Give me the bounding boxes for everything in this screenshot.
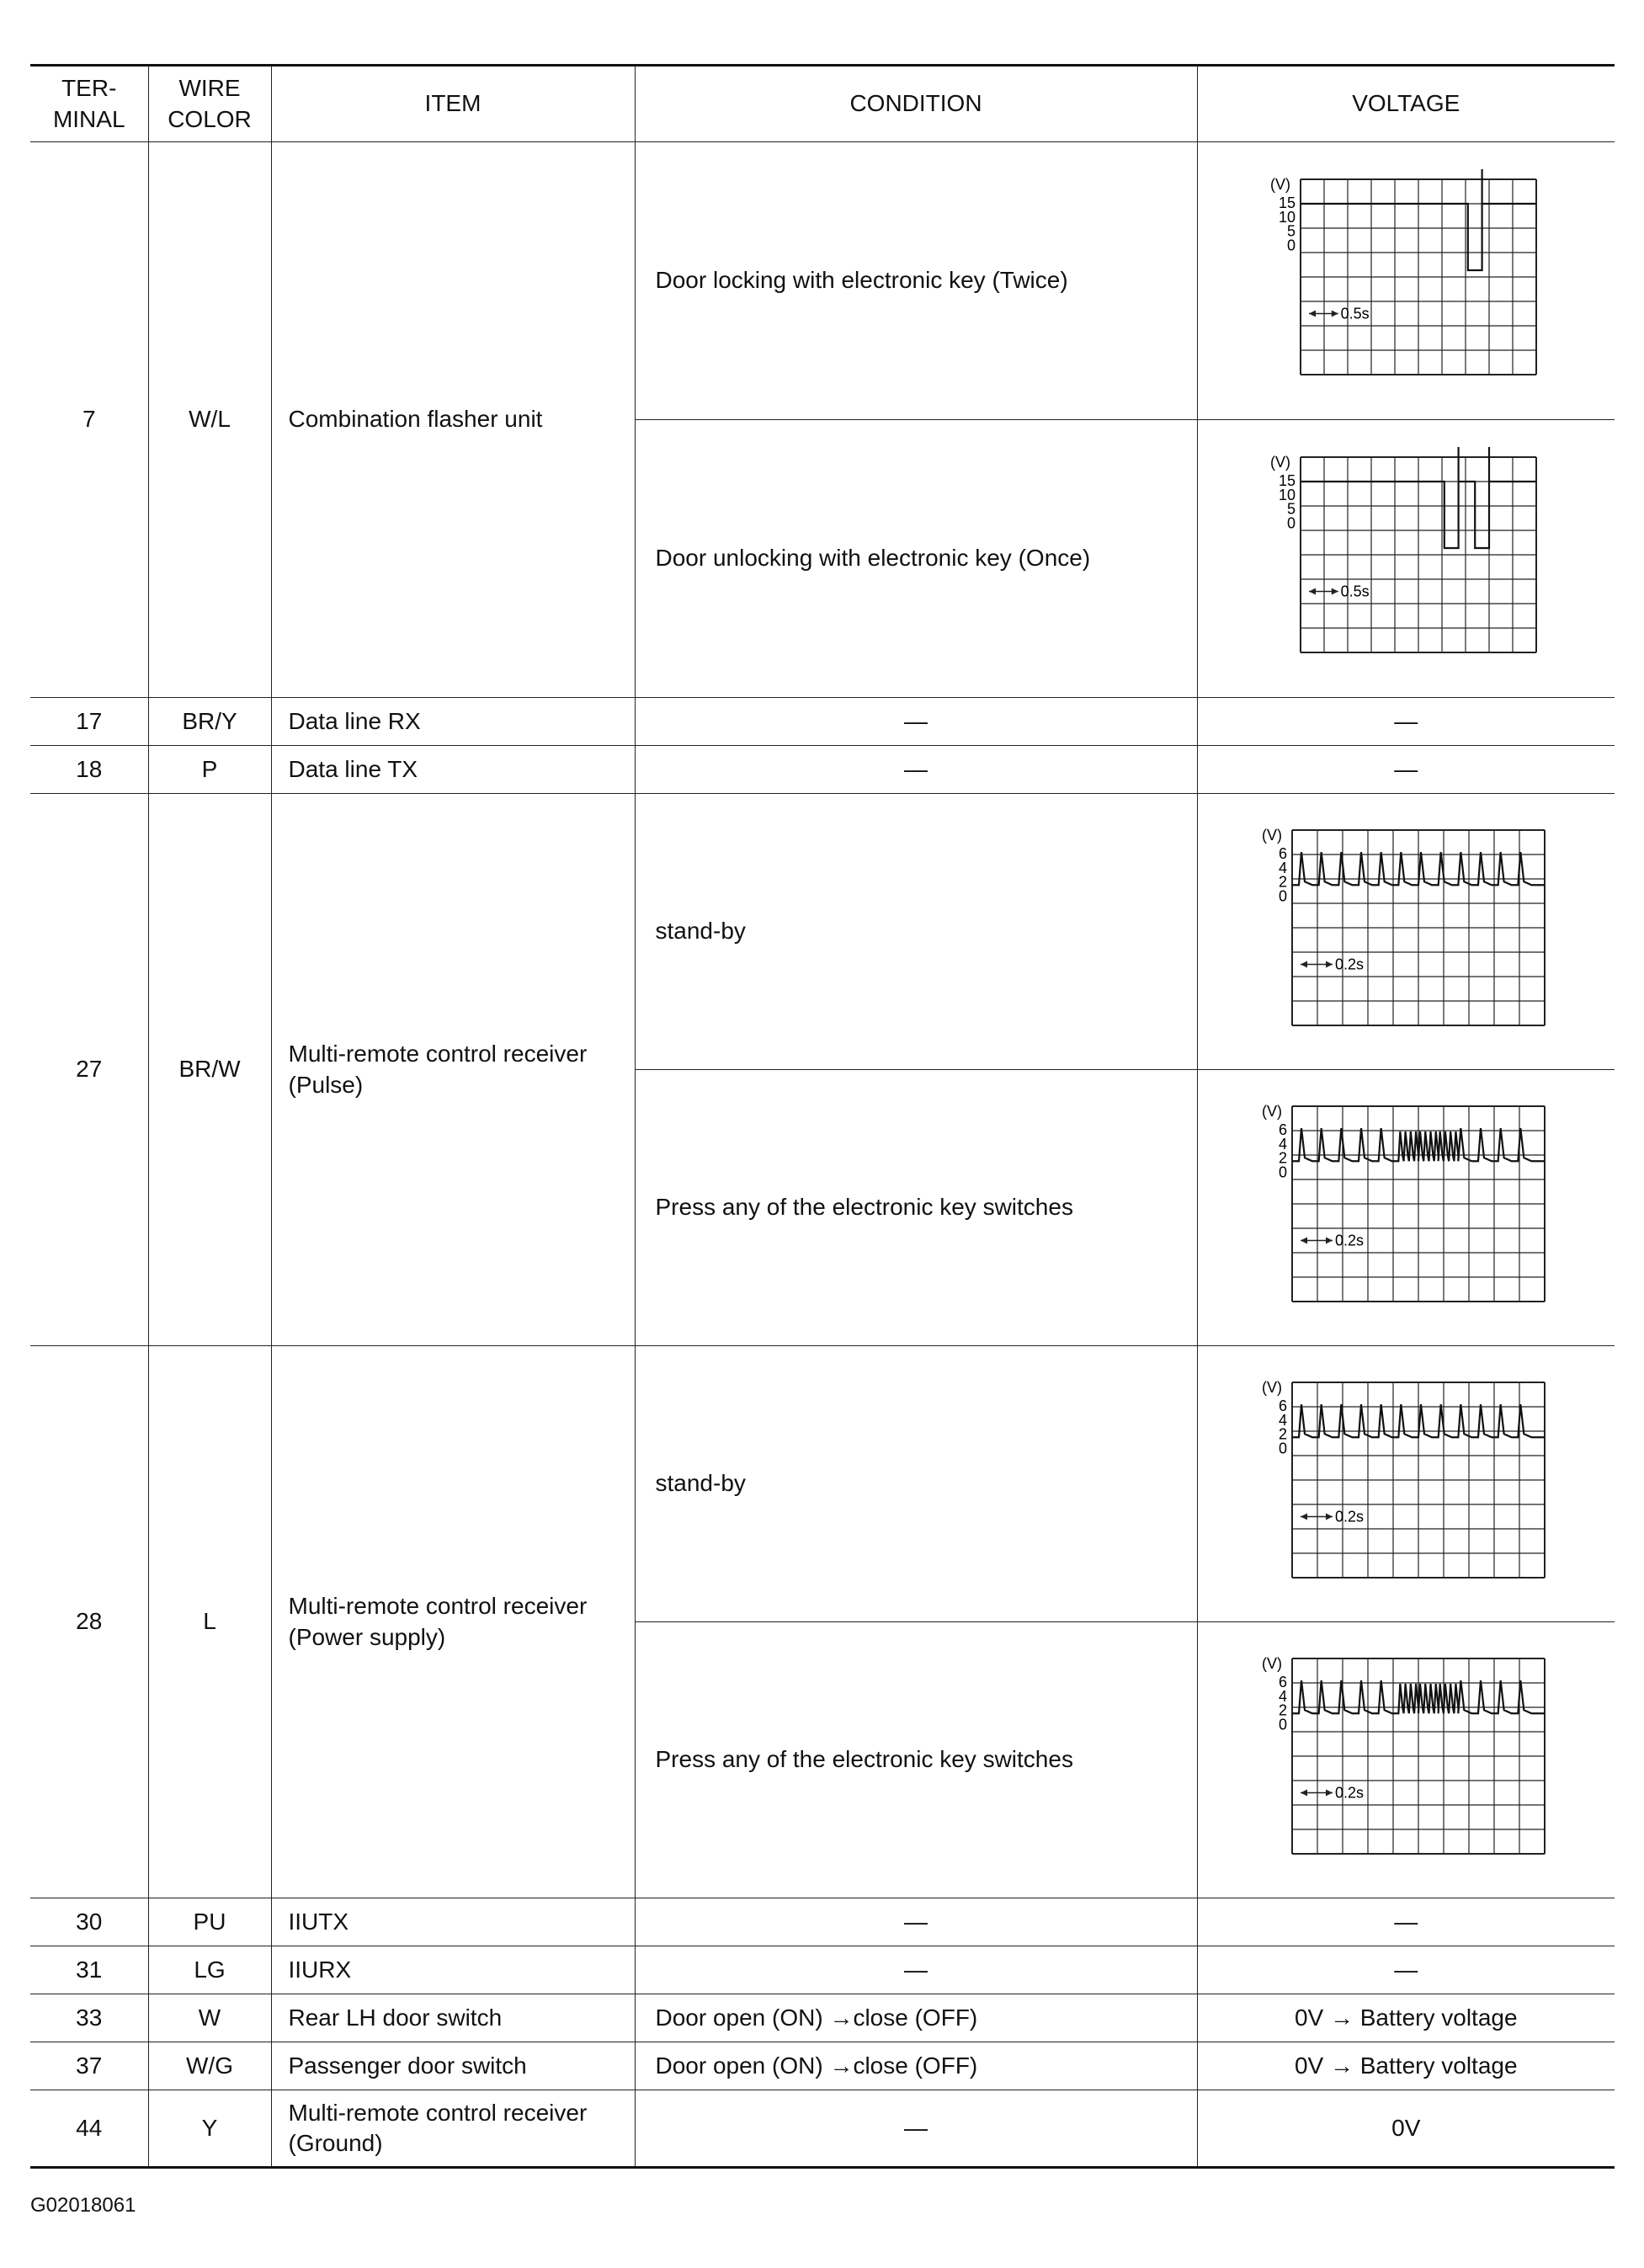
wire-color-cell: Y xyxy=(148,2090,271,2168)
table-row xyxy=(30,746,1615,794)
voltage-cell: 0V xyxy=(1197,2090,1615,2168)
terminal-cell: 27 xyxy=(30,794,148,1346)
scope-grid xyxy=(1292,830,1545,1025)
terminal-cell: 33 xyxy=(30,1994,148,2042)
condition-cell: — xyxy=(635,2090,1197,2168)
terminal-cell: 44 xyxy=(30,2090,148,2168)
tick-label: 0 xyxy=(1279,886,1288,904)
header-voltage: VOLTAGE xyxy=(1197,66,1615,142)
item-cell: Multi-remote control receiver (Power supply) xyxy=(271,1346,635,1898)
unit-label: (V) xyxy=(1262,1378,1283,1396)
wire-color-cell: LG xyxy=(148,1946,271,1994)
condition-cell: Door locking with electronic key (Twice) xyxy=(635,142,1197,420)
tick-label: 2 xyxy=(1279,1425,1288,1443)
tick-label: 6 xyxy=(1279,1673,1288,1690)
tick-label: 6 xyxy=(1279,1121,1288,1138)
terminal-cell: 18 xyxy=(30,746,148,794)
table-row xyxy=(30,698,1615,746)
voltage-cell: 0V → Battery voltage xyxy=(1197,1994,1615,2042)
wire-color-cell: W xyxy=(148,1994,271,2042)
table-row xyxy=(30,1898,1615,1946)
table-row xyxy=(30,1946,1615,1994)
terminal-cell: 17 xyxy=(30,698,148,746)
time-label: 0.2s xyxy=(1335,956,1365,972)
voltage-waveform-cell xyxy=(1197,1346,1615,1622)
item-cell: Passenger door switch xyxy=(271,2042,635,2090)
scope-grid xyxy=(1292,1658,1545,1854)
condition-cell: Door open (ON) →close (OFF) xyxy=(635,1994,1197,2042)
tick-label: 5 xyxy=(1287,222,1296,240)
condition-cell: stand-by xyxy=(635,794,1197,1070)
scope-grid xyxy=(1292,1382,1545,1578)
table-row xyxy=(30,2042,1615,2090)
tick-label: 2 xyxy=(1279,1149,1288,1167)
table-row xyxy=(30,2090,1615,2168)
header-condition: CONDITION xyxy=(635,66,1197,142)
terminal-cell: 7 xyxy=(30,142,148,698)
tick-label: 6 xyxy=(1279,844,1288,862)
condition-cell: Press any of the electronic key switches xyxy=(635,1070,1197,1346)
tick-label: 15 xyxy=(1279,194,1296,211)
tick-label: 4 xyxy=(1279,1687,1288,1705)
wire-color-cell: W/G xyxy=(148,2042,271,2090)
time-label: 0.5s xyxy=(1340,305,1370,322)
table-row xyxy=(30,1346,1615,1622)
voltage-cell: — xyxy=(1197,698,1615,746)
tick-label: 2 xyxy=(1279,1701,1288,1719)
tick-label: 15 xyxy=(1279,471,1296,489)
tick-label: 5 xyxy=(1287,500,1296,518)
scope-grid xyxy=(1301,179,1536,375)
item-cell: Multi-remote control receiver (Ground) xyxy=(271,2090,635,2168)
tick-label: 0 xyxy=(1279,1163,1288,1180)
table-row xyxy=(30,142,1615,420)
terminal-spec-document xyxy=(30,64,1615,2169)
wire-color-cell: L xyxy=(148,1346,271,1898)
condition-cell: — xyxy=(635,1946,1197,1994)
unit-label: (V) xyxy=(1270,175,1291,193)
voltage-waveform-cell xyxy=(1197,420,1615,698)
header-wire-color: WIRE COLOR xyxy=(148,66,271,142)
figure-code: G02018061 xyxy=(30,2194,136,2217)
condition-cell: stand-by xyxy=(635,1346,1197,1622)
waveform-pulse-press xyxy=(1258,1094,1553,1322)
terminal-cell: 37 xyxy=(30,2042,148,2090)
item-cell: IIURX xyxy=(271,1946,635,1994)
tick-label: 0 xyxy=(1279,1439,1288,1456)
waveform-pulse-standby xyxy=(1258,818,1553,1046)
voltage-waveform-cell xyxy=(1197,1622,1615,1898)
condition-cell: Door unlocking with electronic key (Once) xyxy=(635,420,1197,698)
time-label: 0.2s xyxy=(1335,1784,1365,1801)
scope-grid xyxy=(1292,1106,1545,1302)
waveform-flasher-unlock xyxy=(1267,445,1545,673)
voltage-cell: — xyxy=(1197,1946,1615,1994)
item-cell: Multi-remote control receiver (Pulse) xyxy=(271,794,635,1346)
terminal-cell: 30 xyxy=(30,1898,148,1946)
condition-cell: Press any of the electronic key switches xyxy=(635,1622,1197,1898)
wire-color-cell: BR/Y xyxy=(148,698,271,746)
unit-label: (V) xyxy=(1262,1654,1283,1672)
condition-cell: — xyxy=(635,1898,1197,1946)
voltage-waveform-cell xyxy=(1197,794,1615,1070)
tick-label: 0 xyxy=(1287,514,1296,531)
table-row xyxy=(30,794,1615,1070)
unit-label: (V) xyxy=(1262,1102,1283,1120)
tick-label: 10 xyxy=(1279,486,1296,503)
tick-label: 6 xyxy=(1279,1397,1288,1414)
time-label: 0.2s xyxy=(1335,1508,1365,1525)
time-label: 0.2s xyxy=(1335,1232,1365,1248)
waveform-flasher-lock xyxy=(1267,168,1545,395)
tick-label: 0 xyxy=(1287,236,1296,253)
voltage-cell: — xyxy=(1197,1898,1615,1946)
item-cell: IIUTX xyxy=(271,1898,635,1946)
wire-color-cell: P xyxy=(148,746,271,794)
tick-label: 4 xyxy=(1279,1135,1288,1153)
voltage-cell: 0V → Battery voltage xyxy=(1197,2042,1615,2090)
condition-cell: — xyxy=(635,746,1197,794)
waveform-power-standby xyxy=(1258,1371,1553,1598)
unit-label: (V) xyxy=(1262,826,1283,844)
tick-label: 4 xyxy=(1279,859,1288,876)
header-row xyxy=(30,66,1615,142)
voltage-waveform-cell xyxy=(1197,1070,1615,1346)
voltage-cell: — xyxy=(1197,746,1615,794)
item-cell: Data line TX xyxy=(271,746,635,794)
time-label: 0.5s xyxy=(1340,583,1370,599)
wire-color-cell: PU xyxy=(148,1898,271,1946)
tick-label: 0 xyxy=(1279,1715,1288,1733)
condition-cell: Door open (ON) →close (OFF) xyxy=(635,2042,1197,2090)
table-row xyxy=(30,1994,1615,2042)
scope-grid xyxy=(1301,457,1536,652)
item-cell: Data line RX xyxy=(271,698,635,746)
wire-color-cell: W/L xyxy=(148,142,271,698)
terminal-cell: 28 xyxy=(30,1346,148,1898)
terminal-cell: 31 xyxy=(30,1946,148,1994)
item-cell: Rear LH door switch xyxy=(271,1994,635,2042)
condition-cell: — xyxy=(635,698,1197,746)
tick-label: 10 xyxy=(1279,208,1296,226)
header-item: ITEM xyxy=(271,66,635,142)
waveform-power-press xyxy=(1258,1647,1553,1874)
tick-label: 2 xyxy=(1279,873,1288,891)
terminal-voltage-table xyxy=(30,64,1615,2169)
item-cell: Combination flasher unit xyxy=(271,142,635,698)
tick-label: 4 xyxy=(1279,1411,1288,1429)
voltage-waveform-cell xyxy=(1197,142,1615,420)
header-terminal: TER- MINAL xyxy=(30,66,148,142)
unit-label: (V) xyxy=(1270,453,1291,471)
wire-color-cell: BR/W xyxy=(148,794,271,1346)
